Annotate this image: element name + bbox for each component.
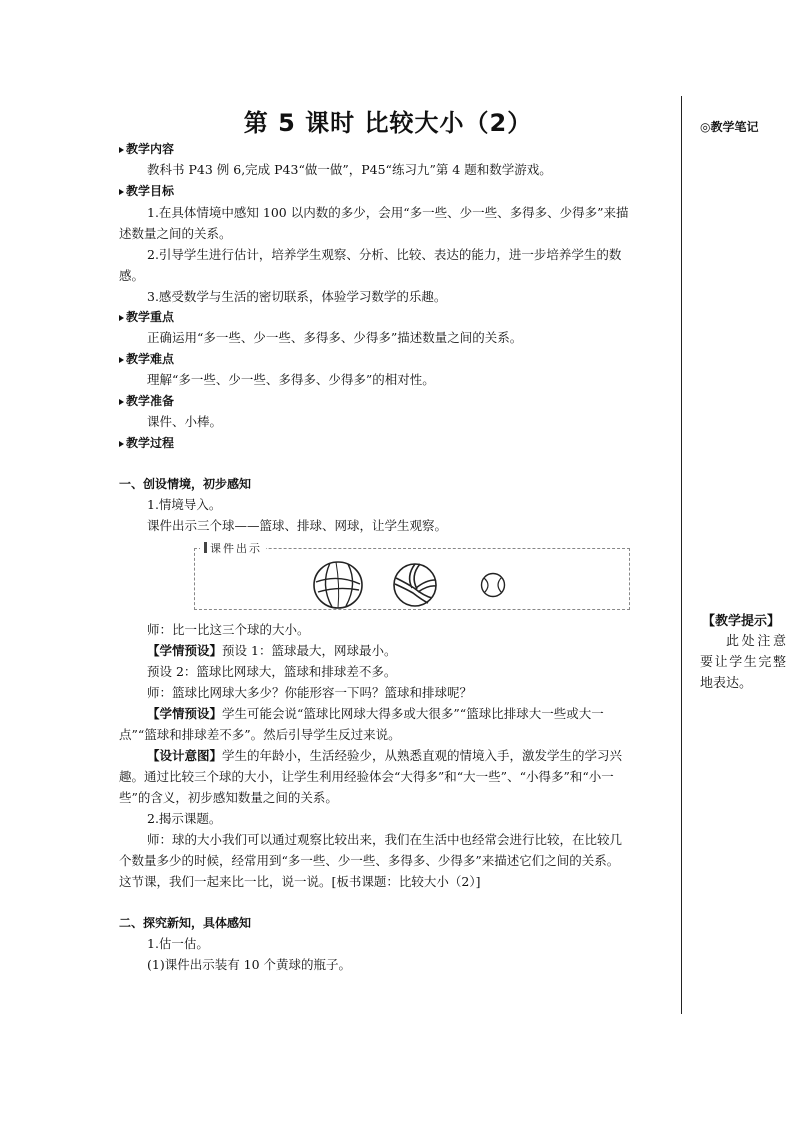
teacher-line-2: 师：篮球比网球大多少？你能形容一下吗？篮球和排球呢？ [147, 685, 473, 700]
key-text: 正确运用“多一些、少一些、多得多、少得多”描述数量之间的关系。 [147, 330, 523, 345]
prep-text: 课件、小棒。 [147, 414, 223, 429]
volleyball-icon [392, 562, 438, 608]
goal-2b: 感。 [119, 268, 145, 283]
part1-heading: 一、创设情境，初步感知 [119, 477, 252, 491]
heading-key: 教学重点 [119, 307, 174, 327]
triangle-icon [119, 441, 124, 447]
triangle-icon [119, 399, 124, 405]
heading-prep: 教学准备 [119, 391, 174, 411]
preset-line-2: 预设 2：篮球比网球大，篮球和排球差不多。 [147, 664, 397, 679]
part1-step1: 1.情境导入。 [147, 497, 222, 512]
teacher-line-3a: 师：球的大小我们可以通过观察比较出来，我们在生活中也经常会进行比较，在比较几 [147, 832, 623, 847]
preset-line-3b: 点”“篮球和排球差不多”。然后引导学生反过来说。 [119, 727, 401, 742]
part2-step1a: (1)课件出示装有 10 个黄球的瓶子。 [147, 957, 352, 972]
heading-goals: 教学目标 [119, 181, 174, 201]
content-text: 教科书 P43 例 6,完成 P43“做一做”，P45“练习九”第 4 题和数学游戏。 [147, 162, 552, 177]
heading-process: 教学过程 [119, 433, 174, 453]
notes-heading: ◎教学笔记 [700, 120, 759, 134]
difficulty-text: 理解“多一些、少一些、多得多、少得多”的相对性。 [147, 372, 435, 387]
basketball-icon [312, 560, 364, 610]
design-line-b: 趣。通过比较三个球的大小，让学生利用经验体会“大得多”和“大一些”、“小得多”和“小一 [119, 769, 614, 784]
part1-step2: 2.揭示课题。 [147, 811, 222, 826]
triangle-icon [119, 147, 124, 153]
part2-heading: 二、探究新知，具体感知 [119, 916, 252, 930]
part2-step1: 1.估一估。 [147, 936, 209, 951]
courseware-label: 课件出示 [200, 540, 266, 556]
goal-3: 3.感受数学与生活的密切联系，体验学习数学的乐趣。 [147, 289, 447, 304]
teacher-line-3c: 这节课，我们一起来比一比，说一说。[板书课题：比较大小（2）] [119, 874, 481, 889]
page-title: 第 5 课时 比较大小（2） [243, 109, 533, 137]
goal-1b: 述数量之间的关系。 [119, 226, 232, 241]
tip-title: 【教学提示】 [702, 614, 781, 629]
tip-body: 此处注意要让学生完整地表达。 [700, 634, 786, 691]
teacher-line-3b: 个数量多少的时候，经常用到“多一些、少一些、多得多、少得多”来描述它们之间的关系。 [119, 853, 620, 868]
tennis-ball-icon [480, 572, 506, 598]
part1-step1-text: 课件出示三个球——篮球、排球、网球，让学生观察。 [147, 518, 448, 533]
triangle-icon [119, 189, 124, 195]
triangle-icon [119, 315, 124, 321]
preset-line-1: 【学情预设】预设 1：篮球最大，网球最小。 [147, 643, 397, 658]
margin-divider [681, 96, 682, 1014]
design-line-c: 些”的含义，初步感知数量之间的关系。 [119, 790, 338, 805]
design-line-a: 【设计意图】学生的年龄小，生活经验少，从熟悉直观的情境入手，激发学生的学习兴 [147, 748, 623, 763]
goal-2a: 2.引导学生进行估计，培养学生观察、分析、比较、表达的能力，进一步培养学生的数 [147, 247, 622, 262]
teacher-line-1: 师：比一比这三个球的大小。 [147, 622, 310, 637]
goal-1a: 1.在具体情境中感知 100 以内数的多少，会用“多一些、少一些、多得多、少得多”来描 [147, 205, 629, 220]
heading-difficulty: 教学难点 [119, 349, 174, 369]
heading-content: 教学内容 [119, 139, 174, 159]
triangle-icon [119, 357, 124, 363]
preset-line-3a: 【学情预设】学生可能会说“篮球比网球大得多或大很多”“篮球比排球大一些或大一 [147, 706, 604, 721]
